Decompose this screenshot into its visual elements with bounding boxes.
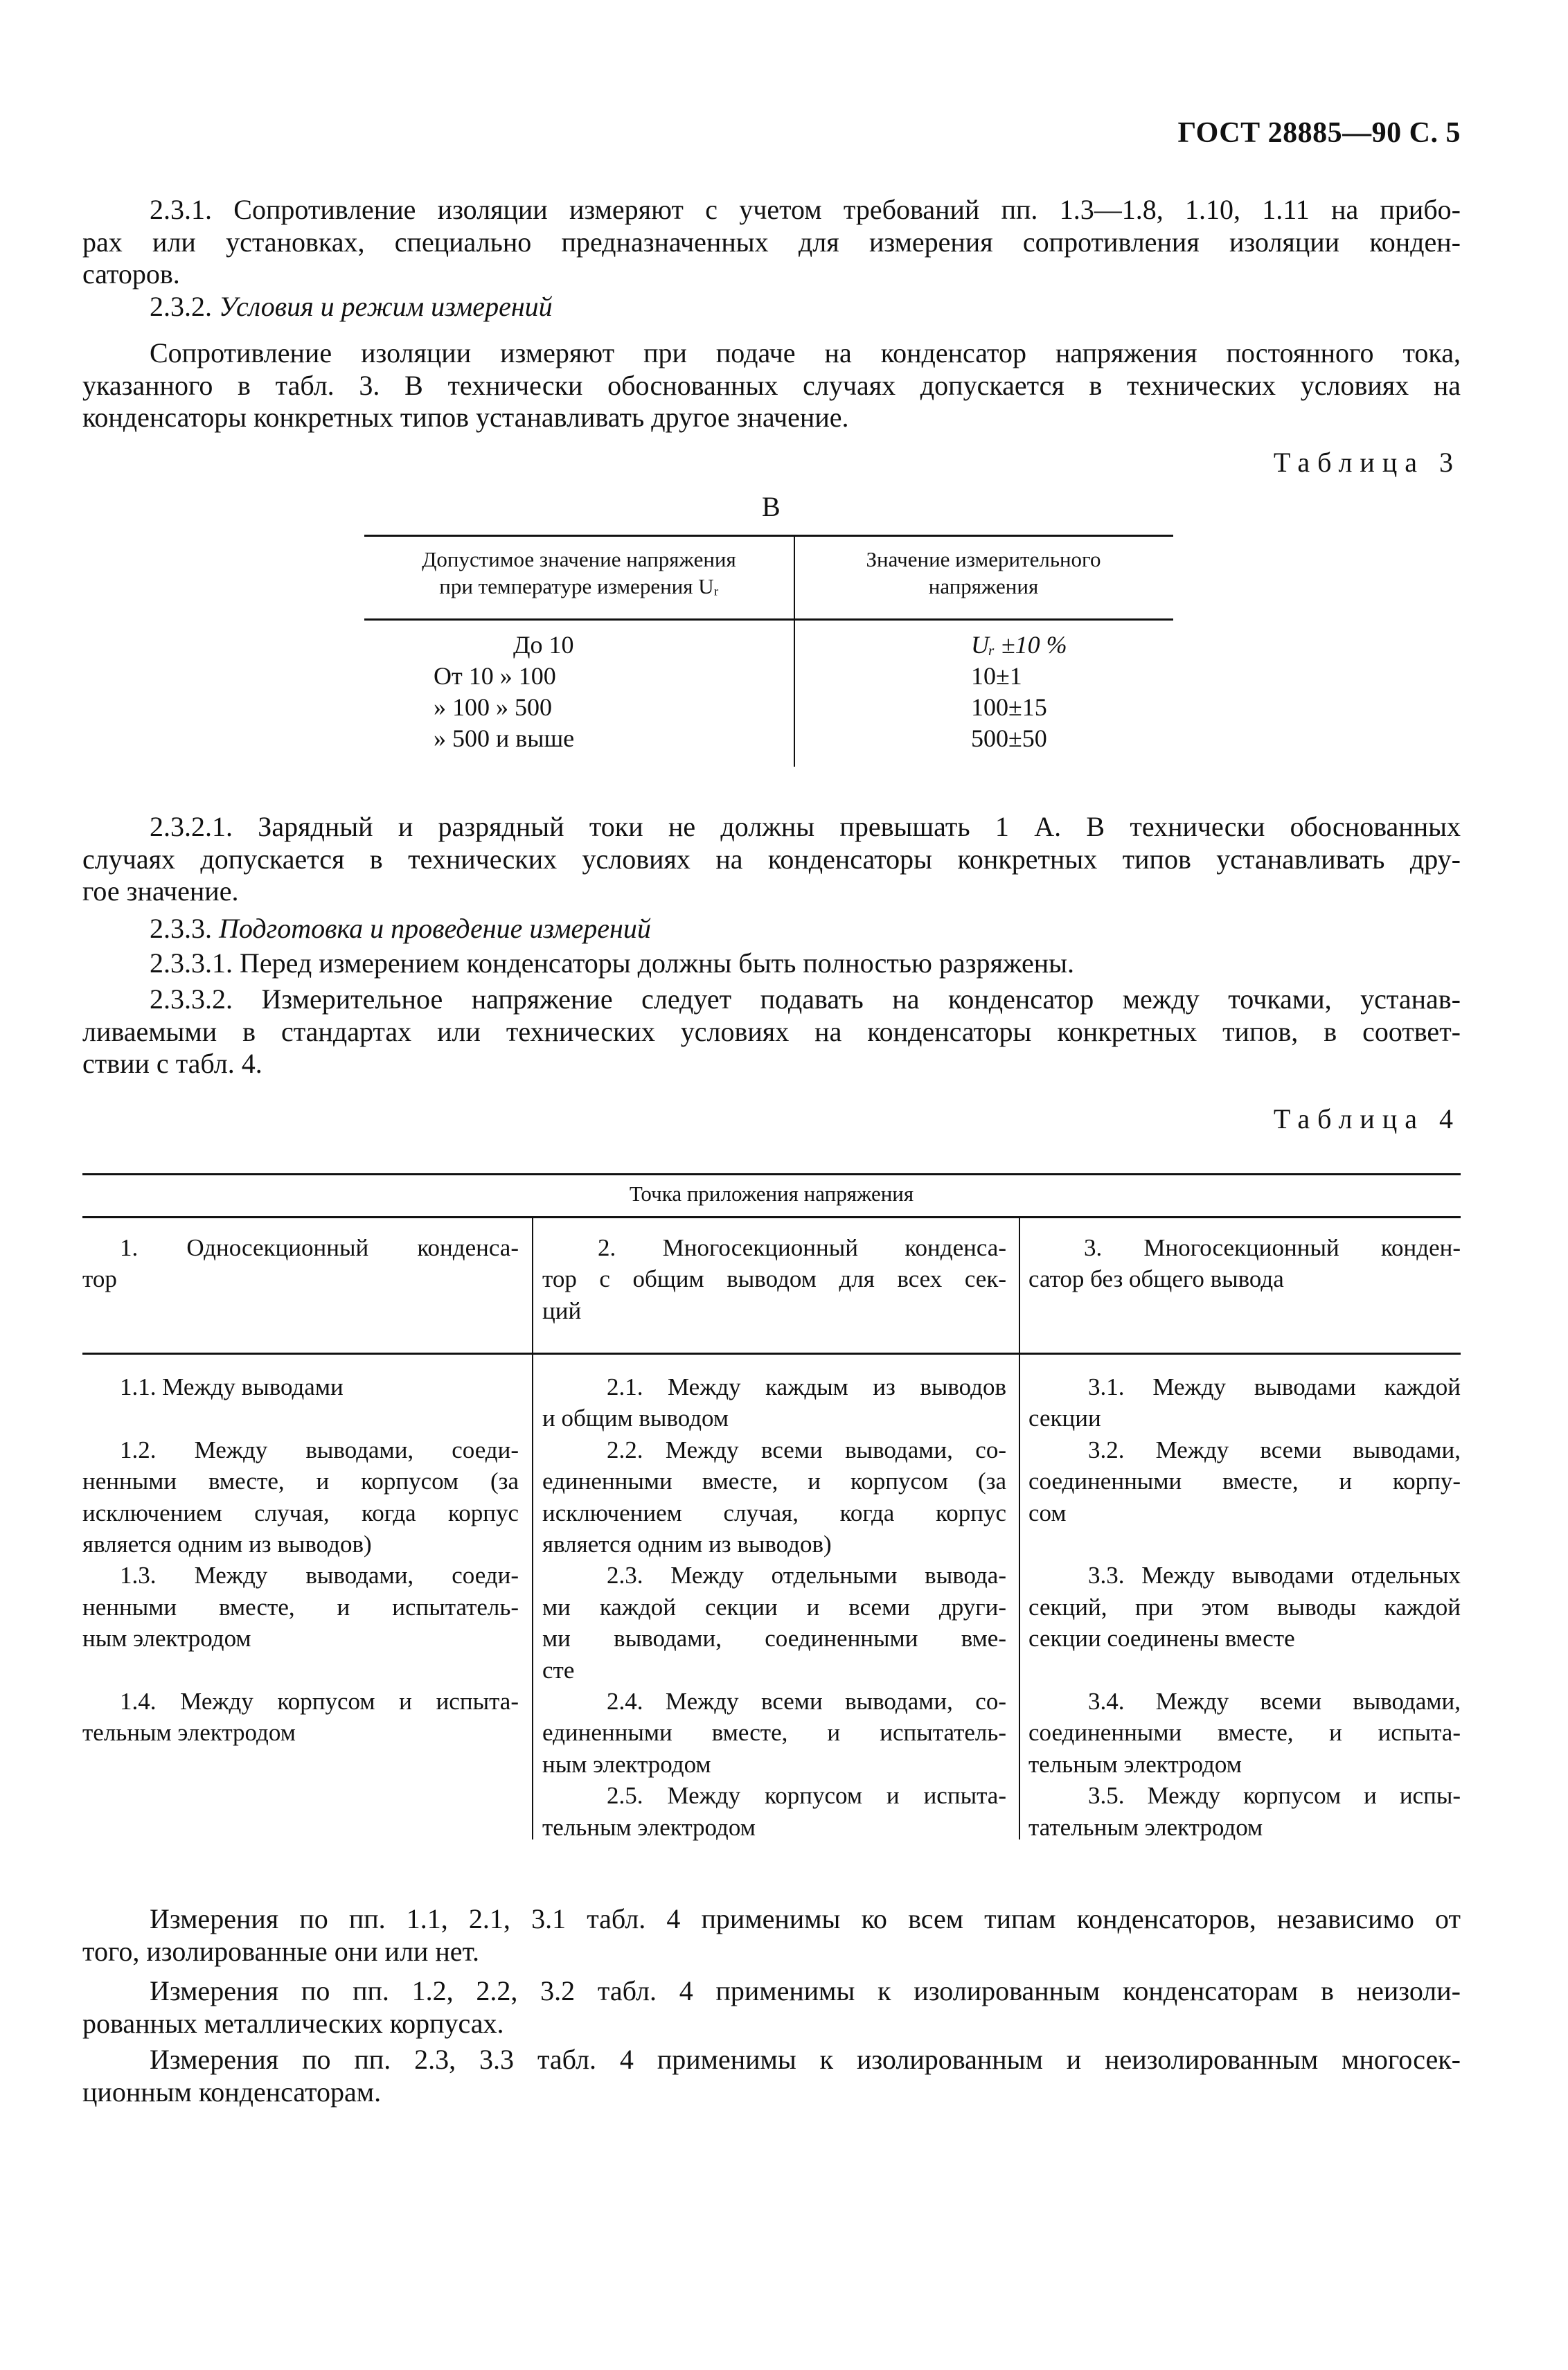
table-4-header-col1 bbox=[82, 1232, 519, 1295]
table-3 bbox=[364, 535, 1173, 767]
text-line: тельным электродом bbox=[82, 1719, 296, 1747]
table-3-unit: В bbox=[762, 491, 781, 522]
text-line: 2.3.2.1. Зарядный и разрядный токи не должны превышать 1 А. В технически обоснованных bbox=[150, 811, 1461, 842]
table-rule bbox=[82, 1353, 1461, 1355]
text-line: 1.3. Между выводами, соеди- bbox=[120, 1562, 519, 1589]
table-4-title: Точка приложения напряжения bbox=[629, 1182, 914, 1206]
text-line: 2.5. Между корпусом и испыта- bbox=[607, 1782, 1006, 1810]
note-paragraph-2 bbox=[82, 1975, 1461, 2040]
table-4-header-col3 bbox=[1028, 1232, 1461, 1295]
text-line: 3.4. Между всеми выводами, bbox=[1088, 1688, 1461, 1716]
text-line: является одним из выводов) bbox=[542, 1531, 832, 1558]
table-cell: 100±15 bbox=[971, 693, 1047, 721]
text-line: 1.1. Между выводами bbox=[120, 1373, 344, 1400]
table-column-divider bbox=[1019, 1216, 1020, 1839]
paragraph-2-3-3-1 bbox=[82, 947, 1461, 980]
text-line: 2.2. Между всеми выводами, со- bbox=[607, 1436, 1006, 1463]
text-line: тельным электродом bbox=[1028, 1750, 1242, 1778]
paragraph-2-3-2 bbox=[82, 337, 1461, 434]
list-item bbox=[542, 1686, 1006, 1780]
text-line: того, изолированные они или нет. bbox=[82, 1935, 479, 1967]
list-item bbox=[82, 1371, 519, 1402]
list-item bbox=[1028, 1780, 1461, 1843]
table-rule bbox=[82, 1173, 1461, 1175]
table-column-divider bbox=[532, 1216, 533, 1839]
text-line: 1. Односекционный конденса- bbox=[120, 1234, 519, 1261]
section-number: 2.3.2. bbox=[150, 291, 212, 322]
list-item bbox=[1028, 1560, 1461, 1654]
table-4-caption: Таблица 4 bbox=[1273, 1103, 1461, 1134]
list-item bbox=[82, 1434, 519, 1560]
text-line: тательным электродом bbox=[1028, 1813, 1263, 1841]
text-line: исключением случая, когда корпус bbox=[542, 1499, 1006, 1526]
document-header: ГОСТ 28885—90 С. 5 bbox=[1177, 117, 1461, 149]
text-line: сатор без общего вывода bbox=[1028, 1265, 1284, 1293]
table-3-caption: Таблица 3 bbox=[1273, 447, 1461, 478]
text-line: Сопротивление изоляции измеряют при подаче на конденсатор напряжения постоянного тока, bbox=[150, 337, 1461, 368]
table-4-col2-body bbox=[542, 1371, 1006, 1843]
text-line: ствии с табл. 4. bbox=[82, 1048, 262, 1079]
paragraph-2-3-2-1 bbox=[82, 811, 1461, 908]
table-4-header-col2 bbox=[542, 1232, 1006, 1326]
text-line: рованных металлических корпусах. bbox=[82, 2007, 504, 2039]
text-line: 1.2. Между выводами, соеди- bbox=[120, 1436, 519, 1463]
table-rule bbox=[364, 618, 1173, 621]
section-heading-2-3-3 bbox=[82, 913, 1461, 945]
paragraph-2-3-3-2 bbox=[82, 983, 1461, 1080]
text-line: ливаемыми в стандартах или технических условиях на конденсаторы конкретных типов, в соответ- bbox=[82, 1015, 1461, 1047]
section-title: Условия и режим измерений bbox=[219, 291, 553, 322]
text-line: 2.1. Между каждым из выводов bbox=[607, 1373, 1006, 1400]
text-line: 1.4. Между корпусом и испыта- bbox=[120, 1688, 519, 1716]
text-line: секций, при этом выводы каждой bbox=[1028, 1593, 1461, 1621]
note-paragraph-3 bbox=[82, 2044, 1461, 2108]
table-cell: Uᵣ ±10 % bbox=[971, 631, 1067, 659]
text-line: ненными вместе, и корпусом (за bbox=[82, 1468, 519, 1495]
list-item bbox=[542, 1560, 1006, 1686]
text-line: 3.1. Между выводами каждой bbox=[1088, 1373, 1461, 1400]
section-title: Подготовка и проведение измерений bbox=[219, 913, 651, 944]
text-line: является одним из выводов) bbox=[82, 1531, 372, 1558]
text-line: гое значение. bbox=[82, 875, 239, 907]
section-heading-2-3-2 bbox=[82, 291, 1461, 323]
text-line: соединенными вместе, и испыта- bbox=[1028, 1719, 1461, 1747]
text-line: и общим выводом bbox=[542, 1405, 729, 1432]
text-line: исключением случая, когда корпус bbox=[82, 1499, 519, 1526]
text-line: сом bbox=[1028, 1499, 1067, 1526]
table-3-header-col1: Допустимое значение напряжения при температуре измерения Uᵣ bbox=[422, 547, 736, 598]
text-line: 3.5. Между корпусом и испы- bbox=[1088, 1782, 1461, 1810]
list-item bbox=[82, 1560, 519, 1654]
text-line: секции bbox=[1028, 1405, 1101, 1432]
list-item bbox=[542, 1371, 1006, 1434]
table-cell: » 500 и выше bbox=[434, 724, 575, 752]
section-number: 2.3.3. bbox=[150, 913, 212, 944]
table-4-col3-body bbox=[1028, 1371, 1461, 1843]
table-4-col1-body bbox=[82, 1371, 519, 1749]
text-line: тор bbox=[82, 1265, 117, 1293]
text-line: ным электродом bbox=[542, 1750, 711, 1778]
text-line: 2. Многосекционный конденса- bbox=[598, 1234, 1006, 1261]
text-line: Измерения по пп. 2.3, 3.3 табл. 4 применимы к изолированным и неизолированным многосек- bbox=[150, 2044, 1461, 2075]
text-line: ционным конденсаторам. bbox=[82, 2076, 382, 2108]
text-line: соединенными вместе, и корпу- bbox=[1028, 1468, 1461, 1495]
text-line: единенными вместе, и корпусом (за bbox=[542, 1468, 1006, 1495]
text-line: единенными вместе, и испытатель- bbox=[542, 1719, 1006, 1747]
text-line: сте bbox=[542, 1656, 575, 1684]
text-line: ций bbox=[542, 1297, 582, 1324]
note-paragraph-1 bbox=[82, 1903, 1461, 1968]
paragraph-2-3-1 bbox=[82, 194, 1461, 291]
text-line: 2.4. Между всеми выводами, со- bbox=[607, 1688, 1006, 1716]
list-item bbox=[82, 1686, 519, 1749]
table-cell: » 100 » 500 bbox=[434, 693, 552, 721]
text-line: Измерения по пп. 1.1, 2.1, 3.1 табл. 4 применимы ко всем типам конденсаторов, независимо от bbox=[150, 1903, 1461, 1934]
list-item bbox=[1028, 1371, 1461, 1434]
text-line: ным электродом bbox=[82, 1625, 251, 1652]
list-item bbox=[542, 1780, 1006, 1843]
table-cell: 10±1 bbox=[971, 662, 1022, 690]
text-line: секции соединены вместе bbox=[1028, 1625, 1295, 1652]
text-line: тельным электродом bbox=[542, 1813, 756, 1841]
table-rule bbox=[82, 1216, 1461, 1218]
list-item bbox=[542, 1434, 1006, 1560]
text-line: 2.3.3.1. Перед измерением конденсаторы должны быть полностью разряжены. bbox=[150, 947, 1075, 979]
table-cell: До 10 bbox=[513, 631, 574, 659]
table-cell: 500±50 bbox=[971, 724, 1047, 752]
text-line: ненными вместе, и испытатель- bbox=[82, 1593, 519, 1621]
text-line: конденсаторы конкретных типов устанавливать другое значение. bbox=[82, 402, 849, 433]
list-item bbox=[1028, 1686, 1461, 1780]
text-line: ми каждой секции и всеми други- bbox=[542, 1593, 1006, 1621]
text-line: 3.3. Между выводами отдельных bbox=[1088, 1562, 1461, 1589]
text-line: Измерения по пп. 1.2, 2.2, 3.2 табл. 4 применимы к изолированным конденсаторам в неизоли- bbox=[150, 1975, 1461, 2006]
text-line: 3. Многосекционный конден- bbox=[1084, 1234, 1461, 1261]
table-rule bbox=[364, 535, 1173, 537]
text-line: случаях допускается в технических условиях на конденсаторы конкретных типов устанавливать дру- bbox=[82, 843, 1461, 875]
text-line: 3.2. Между всеми выводами, bbox=[1088, 1436, 1461, 1463]
table-cell: От 10 » 100 bbox=[434, 662, 556, 690]
text-line: 2.3.1. Сопротивление изоляции измеряют с учетом требований пп. 1.3—1.8, 1.10, 1.11 на прибо- bbox=[150, 194, 1461, 225]
text-line: тор с общим выводом для всех сек- bbox=[542, 1265, 1006, 1293]
text-line: саторов. bbox=[82, 258, 180, 289]
text-line: ми выводами, соединенными вме- bbox=[542, 1625, 1006, 1652]
list-item bbox=[1028, 1434, 1461, 1529]
text-line: указанного в табл. 3. В технически обоснованных случаях допускается в технических условиях на bbox=[82, 369, 1461, 401]
text-line: 2.3.3.2. Измерительное напряжение следует подавать на конденсатор между точками, устанав- bbox=[150, 983, 1461, 1015]
text-line: рах или установках, специально предназначенных для измерения сопротивления изоляции конден- bbox=[82, 226, 1461, 258]
table-3-header-col2: Значение измерительного напряжения bbox=[866, 547, 1101, 598]
text-line: 2.3. Между отдельными вывода- bbox=[607, 1562, 1006, 1589]
table-4 bbox=[82, 1173, 1461, 1839]
